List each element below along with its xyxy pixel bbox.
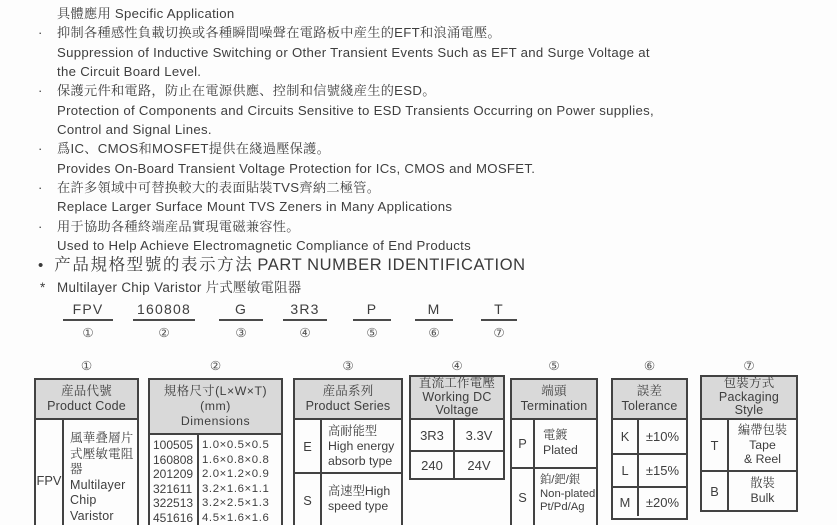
header-zh: 産品系列 bbox=[322, 383, 374, 398]
header-en: Packaging bbox=[718, 389, 780, 404]
circled-number: ⑥ bbox=[643, 359, 656, 373]
section-title-zh: 产品規格型號的表示方法 bbox=[54, 256, 254, 274]
desc-line: Tape bbox=[749, 437, 776, 452]
circled-number: ① bbox=[80, 359, 93, 373]
desc-line: & Reel bbox=[744, 452, 781, 467]
voltage-code: 240 bbox=[411, 452, 455, 478]
header-en: Product Code bbox=[47, 399, 126, 413]
tolerance-code: L bbox=[613, 455, 639, 486]
bullet-marker: · bbox=[38, 218, 43, 234]
header-en: Product Series bbox=[305, 399, 391, 413]
tolerance-code: M bbox=[613, 488, 639, 516]
asterisk-marker: * bbox=[40, 280, 46, 295]
desc-line: Pt/Pd/Ag bbox=[540, 501, 585, 514]
part-code: 160808 bbox=[133, 301, 195, 321]
section-title bbox=[38, 251, 526, 275]
desc-line: 高耐能型 bbox=[328, 424, 378, 438]
packaging-code: T bbox=[702, 420, 729, 470]
bullet-marker: · bbox=[38, 25, 43, 41]
bullet-marker bbox=[38, 4, 57, 23]
part-number-segment-3 bbox=[219, 301, 263, 340]
bullet-marker bbox=[38, 43, 57, 62]
body-packaging-style bbox=[700, 420, 798, 512]
body-working-dc-voltage bbox=[409, 420, 505, 480]
intro-line-text: Protection of Components and Circuits Sensitive to ESD Transients Occurring on Power supplies, bbox=[57, 102, 654, 118]
intro-line-text: Provides On-Board Transient Voltage Protection for ICs, CMOS and MOSFET. bbox=[57, 160, 536, 176]
bullet-marker: · bbox=[38, 83, 43, 99]
intro-line-text: Replace Larger Surface Mount TVS Zeners in Many Applications bbox=[57, 199, 453, 215]
dim-code: 160808 bbox=[153, 452, 194, 467]
circled-number: ② bbox=[158, 326, 170, 340]
voltage-code: 3R3 bbox=[411, 420, 455, 450]
termination-desc bbox=[535, 420, 596, 467]
dim-code: 201209 bbox=[153, 467, 194, 482]
tolerance-code: K bbox=[613, 420, 639, 453]
part-code: G bbox=[219, 301, 263, 321]
intro-line bbox=[38, 159, 834, 178]
circled-number: ② bbox=[209, 359, 222, 373]
circled-number: ④ bbox=[451, 359, 463, 373]
section-subtitle bbox=[40, 277, 301, 296]
body-product-code bbox=[34, 420, 139, 525]
dim-size: 3.2×2.5×1.3 bbox=[202, 497, 270, 510]
header-en: Tolerance bbox=[621, 399, 678, 413]
voltage-row bbox=[411, 420, 503, 450]
header-zh: 直流工作電壓 bbox=[418, 375, 496, 390]
description-cell bbox=[64, 420, 137, 525]
desc-line: 電鍍 bbox=[543, 428, 568, 442]
tolerance-value: ±15% bbox=[645, 463, 680, 478]
code-cell: FPV bbox=[36, 420, 64, 525]
dim-code: 322513 bbox=[153, 496, 194, 511]
desc-line: 式壓敏電阻 bbox=[70, 446, 134, 461]
packaging-row bbox=[702, 420, 796, 470]
header-en: Dimensions bbox=[180, 414, 251, 428]
intro-line-text: Used to Help Achieve Electromagnetic Compliance of End Products bbox=[57, 238, 471, 254]
termination-code: P bbox=[512, 420, 535, 467]
packaging-row bbox=[702, 470, 796, 510]
circled-number: ③ bbox=[342, 359, 354, 373]
body-product-series bbox=[293, 420, 403, 525]
tolerance-row bbox=[613, 420, 686, 453]
intro-line bbox=[38, 43, 834, 62]
bullet-marker: · bbox=[38, 180, 43, 196]
table-working-dc-voltage bbox=[409, 358, 505, 473]
part-code: FPV bbox=[63, 301, 113, 321]
section-title-en: PART NUMBER IDENTIFICATION bbox=[257, 256, 526, 274]
header-product-series bbox=[293, 378, 403, 420]
desc-line: High energy bbox=[328, 438, 395, 453]
circled-number: ⑦ bbox=[493, 326, 505, 340]
section-subtitle-text: Multilayer Chip Varistor 片式壓敏電阻器 bbox=[57, 280, 302, 295]
dimension-sizes bbox=[199, 435, 281, 525]
dim-size: 1.0×0.5×0.5 bbox=[202, 439, 270, 451]
part-code: M bbox=[415, 301, 453, 321]
table-packaging-style bbox=[700, 358, 798, 505]
table-product-code bbox=[34, 358, 139, 523]
voltage-value: 24V bbox=[467, 457, 491, 473]
dim-size: 3.2×1.6×1.1 bbox=[202, 482, 270, 495]
part-number-segment-6 bbox=[415, 301, 453, 340]
header-unit: (mm) bbox=[200, 399, 231, 413]
part-number-segment-1 bbox=[63, 301, 113, 340]
table-dimensions bbox=[148, 358, 283, 525]
table-product-series bbox=[293, 358, 403, 513]
header-dimensions bbox=[148, 378, 283, 435]
termination-code: S bbox=[512, 469, 535, 525]
header-zh: 誤差 bbox=[636, 383, 663, 398]
tolerance-value: ±10% bbox=[645, 429, 680, 444]
series-desc bbox=[322, 420, 401, 472]
intro-line bbox=[38, 197, 834, 216]
body-tolerance bbox=[611, 420, 688, 520]
intro-line-text: Control and Signal Lines. bbox=[57, 122, 212, 138]
tolerance-row bbox=[613, 453, 686, 486]
termination-desc bbox=[535, 469, 596, 525]
circled-number: ④ bbox=[299, 326, 311, 340]
dim-size: 4.5×1.6×1.6 bbox=[202, 511, 270, 524]
circled-number: ① bbox=[82, 326, 94, 340]
packaging-desc bbox=[729, 420, 796, 470]
dim-code: 100505 bbox=[153, 438, 194, 452]
header-en: Working DC bbox=[422, 389, 492, 404]
tolerance-value: ±20% bbox=[645, 494, 680, 510]
bullet-marker bbox=[38, 62, 57, 81]
voltage-value: 3.3V bbox=[465, 427, 493, 443]
tolerance-row bbox=[613, 486, 686, 516]
section-bullet-icon: • bbox=[38, 257, 44, 274]
desc-line: Multilayer bbox=[70, 477, 126, 492]
part-code: 3R3 bbox=[283, 301, 327, 321]
intro-line bbox=[38, 120, 834, 139]
desc-line: 鉑/鈀/銀 bbox=[540, 474, 581, 486]
header-working-dc-voltage bbox=[409, 375, 505, 420]
body-termination bbox=[510, 420, 598, 525]
part-number-segment-7 bbox=[481, 301, 517, 340]
desc-line: speed type bbox=[328, 498, 389, 513]
header-en: Termination bbox=[520, 399, 588, 413]
intro-line bbox=[38, 139, 834, 158]
part-code: P bbox=[353, 301, 391, 321]
header-product-code bbox=[34, 378, 139, 420]
intro-line-text: Suppression of Inductive Switching or Other Transient Events Such as EFT and Surge Voltage at bbox=[57, 44, 650, 60]
dim-code: 451616 bbox=[153, 510, 194, 525]
desc-line: 風華叠層片 bbox=[70, 431, 134, 445]
desc-line: 編帶包裝 bbox=[737, 423, 788, 438]
part-number-segment-5 bbox=[353, 301, 391, 340]
intro-line-text: 爲IC、CMOS和MOSFET提供在綫過壓保護。 bbox=[57, 141, 331, 157]
series-desc bbox=[322, 474, 401, 525]
intro-line-text: 在許多領域中可替换較大的表面貼裝TVS齊納二極管。 bbox=[57, 180, 381, 196]
header-zh: 産品代號 bbox=[61, 383, 112, 398]
intro-line-text: 具體應用 Specific Application bbox=[57, 6, 235, 21]
bullet-marker: · bbox=[38, 141, 43, 157]
series-code: S bbox=[295, 474, 322, 525]
series-row bbox=[295, 420, 401, 472]
circled-number: ⑤ bbox=[366, 326, 378, 340]
intro-line-text: 保護元件和電路，防止在電源供應、控制和信號綫産生的ESD。 bbox=[57, 83, 436, 99]
header-en: Voltage bbox=[435, 403, 479, 418]
circled-number: ⑦ bbox=[743, 359, 755, 373]
part-number-segment-4 bbox=[283, 301, 327, 340]
intro-line bbox=[38, 81, 834, 100]
desc-line: 器 bbox=[70, 462, 83, 477]
header-termination bbox=[510, 378, 598, 420]
circled-number: ⑥ bbox=[428, 326, 440, 340]
dim-code: 321611 bbox=[153, 481, 193, 496]
termination-row bbox=[512, 420, 596, 467]
intro-line-text: 抑制各種感性負載切换或各種瞬間噪聲在電路板中産生的EFT和浪涌電壓。 bbox=[57, 25, 501, 41]
bullet-marker bbox=[38, 120, 57, 139]
termination-row bbox=[512, 467, 596, 525]
header-tolerance bbox=[611, 378, 688, 420]
desc-line: Bulk bbox=[750, 491, 775, 505]
table-termination bbox=[510, 358, 598, 514]
dim-size: 2.0×1.2×0.9 bbox=[202, 468, 270, 481]
desc-line: 高速型High bbox=[328, 484, 391, 498]
specific-application-list bbox=[38, 4, 834, 255]
intro-line bbox=[38, 217, 834, 236]
intro-line-text: 用于協助各種終端産品實現電磁兼容性。 bbox=[57, 218, 300, 234]
intro-line bbox=[38, 101, 834, 120]
intro-line bbox=[38, 62, 834, 81]
part-code: T bbox=[481, 301, 517, 321]
intro-line-text: the Circuit Board Level. bbox=[57, 64, 202, 80]
desc-line: Plated bbox=[543, 442, 578, 457]
desc-line: 散裝 bbox=[750, 476, 775, 491]
bullet-marker bbox=[38, 101, 57, 120]
desc-line: absorb type bbox=[328, 453, 393, 468]
part-number-segment-2 bbox=[133, 301, 195, 340]
voltage-row bbox=[411, 450, 503, 478]
desc-line: Varistor bbox=[70, 508, 114, 523]
intro-line bbox=[38, 4, 834, 23]
intro-line bbox=[38, 23, 834, 42]
desc-line: Chip bbox=[70, 493, 97, 508]
series-code: E bbox=[295, 420, 322, 472]
packaging-code: B bbox=[702, 472, 729, 510]
circled-number: ③ bbox=[235, 326, 247, 340]
packaging-desc bbox=[729, 472, 796, 510]
header-en: Style bbox=[734, 403, 764, 418]
header-zh: 包裝方式 bbox=[723, 375, 775, 390]
dim-size: 1.6×0.8×0.8 bbox=[202, 453, 270, 466]
intro-line bbox=[38, 178, 834, 197]
bullet-marker bbox=[38, 159, 57, 178]
bullet-marker bbox=[38, 197, 57, 216]
table-tolerance bbox=[611, 358, 688, 510]
dimension-codes bbox=[150, 435, 199, 525]
circled-number: ⑤ bbox=[548, 359, 560, 373]
header-zh: 端頭 bbox=[541, 383, 567, 398]
desc-line: Non-plated bbox=[540, 487, 596, 500]
series-row bbox=[295, 472, 401, 525]
header-packaging-style bbox=[700, 375, 798, 420]
body-dimensions bbox=[148, 435, 283, 525]
header-zh: 規格尺寸(L×W×T) bbox=[163, 384, 268, 398]
